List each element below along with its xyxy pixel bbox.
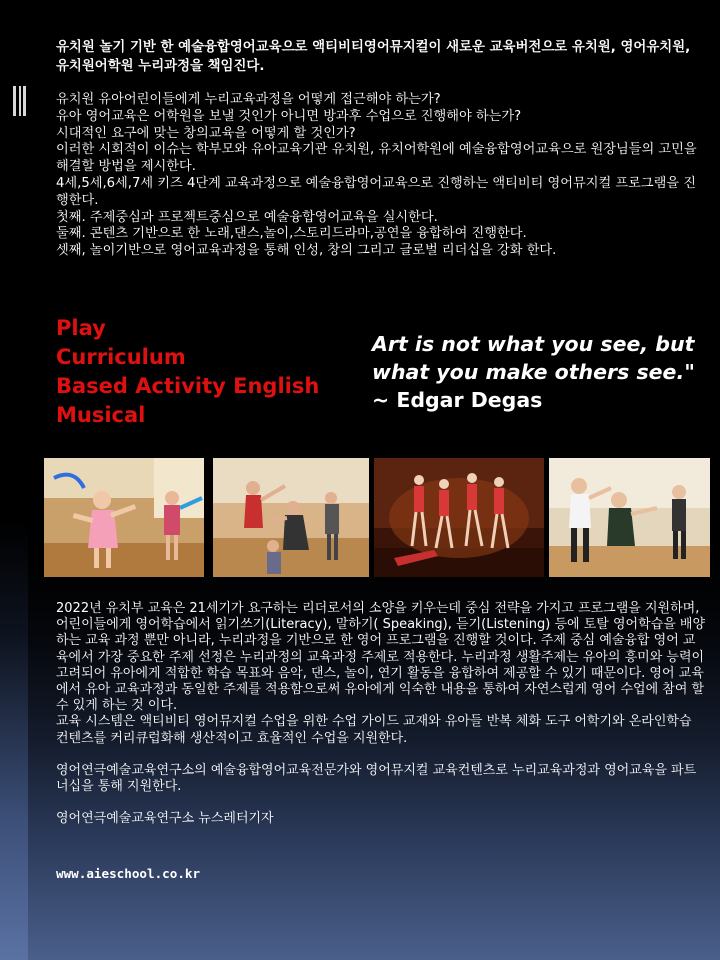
program-title	[56, 314, 346, 430]
quote-line: Art is not what you see, but	[372, 332, 695, 356]
article-paragraph: 2022년 유치부 교육은 21세기가 요구하는 리더로서의 소양을 키우는데 중심 전략을 가지고 프로그램을 지원하며, 어린이들에게 영어학습에서 읽기쓰기(Literacy), 말하기( Speaking), 듣기(Listening) 등에 토탈 영어학습을 배양하는 교육 과정 뿐만 아니라, 누리과정을 기반으로 한 영어 프로그램을 진행할 것이다. 주제 중심 예술융합 영어 교육에서 가장 중요한 주제 선정은 누리과정의 교육과정 주제로 적용한다. 누리과정 생활주제는 유아의 흥미와 능력이 고려되어 유아에게 적합한 학습 목표와 음악, 댄스, 놀이, 연기 활동을 융합하여 제공할 수 있기 때문이다. 영어 교육에서 유아 교육과정과 동일한 주제를 적용함으로써 유아에게 익숙한 내용을 통하여 자연스럽게 영어 수업에 참여 할 수 있게 하는 것 이다.	[56, 601, 706, 714]
spacer	[56, 747, 706, 763]
intro-headline: 유치원 놀기 기반 한 예술융합영어교육으로 액티비티영어뮤지컬이 새로운 교육버전으로 유치원, 영어유치원, 유치원어학원 누리과정을 책임진다.	[56, 40, 691, 74]
spacer	[56, 795, 706, 811]
quote-author: ~ Edgar Degas	[372, 388, 543, 412]
kids-dancing-photo	[44, 458, 204, 577]
intro-body	[56, 92, 706, 260]
adult-child-dance-photo	[549, 458, 710, 577]
quote-line: what you make others see."	[372, 360, 695, 384]
website-link[interactable]: www.aieschool.co.kr	[56, 866, 201, 881]
article-body	[56, 601, 706, 827]
intro-line: 유아 영어교육은 어학원을 보낼 것인가 아니면 방과후 수업으로 진행해야 하는가?	[56, 108, 522, 124]
group-dance-class-photo	[213, 458, 369, 577]
article-paragraph: 교육 시스템은 액티비티 영어뮤지컬 수업을 위한 수업 가이드 교재와 유아들 반복 체화 도구 어학기와 온라인학습 컨텐츠를 커리큐럽화해 생산적이고 효율적인 수업을 지원한다.	[56, 714, 692, 746]
intro-line: 유치원 유아어린이들에게 누리교육과정을 어떻게 접근해야 하는가?	[56, 92, 441, 107]
intro-line: 둘째. 콘텐츠 기반으로 한 노래,댄스,놀이,스토리드라마,공연을 융합하여 진행한다.	[56, 226, 527, 242]
intro-line: 셋째, 놀이기반으로 영어교육과정을 통해 인성, 창의 그리고 글로벌 리더십을 강화 한다.	[56, 243, 557, 259]
program-title-line: Play	[56, 316, 106, 340]
intro-line: 4세,5세,6세,7세 키즈 4단계 교육과정으로 예술융합영어교육으로 진행하는 액티비티 영어뮤지컬 프로그램을 진행한다.	[56, 175, 697, 208]
degas-quote	[372, 330, 712, 414]
intro-line: 시대적인 요구에 맞는 창의교육을 어떻게 할 것인가?	[56, 125, 356, 141]
stage-performance-photo	[374, 458, 544, 577]
intro-line: 이러한 시회적이 이슈는 학부모와 유아교육기관 유치원, 유치어학원에 예술융합영어교육으로 원장님들의 고민을 해결할 방법을 제시한다.	[56, 142, 697, 175]
program-title-line: Based Activity English	[56, 374, 320, 398]
article-paragraph: 영어연극예술교육연구소의 예술융합영어교육전문가와 영어뮤지컬 교육컨텐츠로 누리교육과정과 영어교육을 파트너십을 통해 지원한다.	[56, 762, 697, 795]
left-edge-strip	[0, 0, 28, 960]
intro-line: 첫째. 주제중심과 프로젝트중심으로 예술융합영어교육을 실시한다.	[56, 209, 438, 225]
program-title-line: Musical	[56, 403, 146, 427]
program-title-line: Curriculum	[56, 345, 186, 369]
byline: 영어연극예술교육연구소 뉴스레터기자	[56, 811, 274, 827]
